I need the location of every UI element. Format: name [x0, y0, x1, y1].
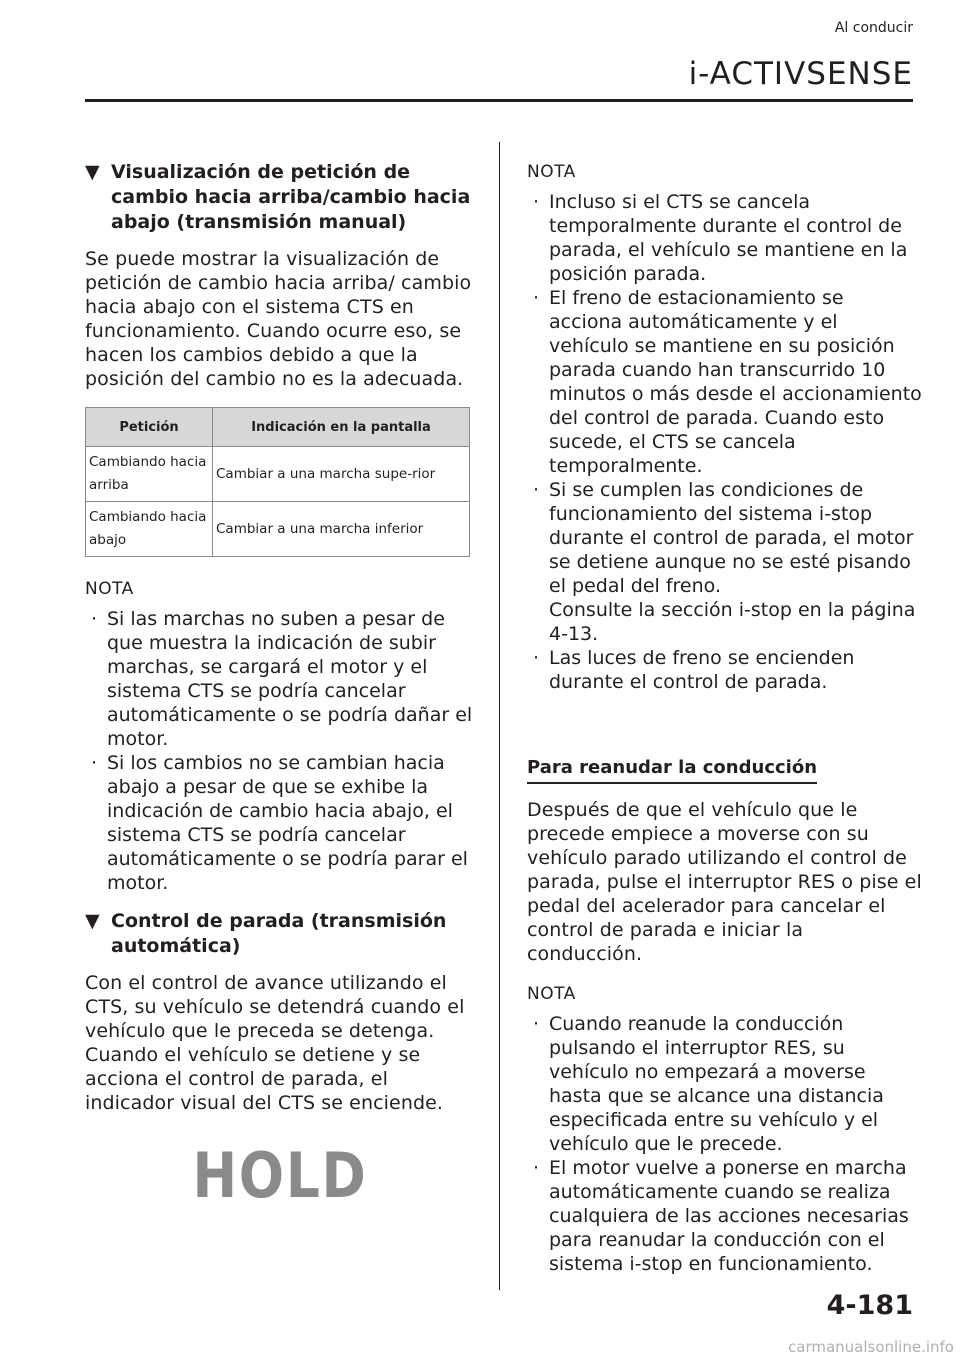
heading-text: Control de parada (transmisión automática) — [111, 910, 447, 957]
right-column — [527, 160, 922, 1290]
page-reference: Consulte la sección i-stop en la página 4-13. — [549, 599, 916, 645]
bullet-icon: · — [533, 191, 540, 213]
list-item — [527, 286, 922, 478]
list-item — [85, 751, 475, 895]
table-cell: Cambiar a una marcha supe-rior — [213, 447, 470, 502]
list-item — [527, 478, 922, 646]
header-rule — [85, 99, 913, 102]
bullet-icon: · — [91, 752, 98, 774]
list-item — [527, 190, 922, 286]
bullet-icon: · — [533, 287, 540, 309]
table-cell: Cambiando hacia abajo — [86, 502, 213, 557]
hold-indicator: HOLD — [192, 1139, 368, 1212]
list-item-text: Incluso si el CTS se cancela temporalmente durante el control de parada, el vehículo se mantiene en la posición parada. — [549, 191, 908, 285]
triangle-marker-icon: ▼ — [85, 910, 100, 932]
list-item-text: Las luces de freno se encienden durante el control de parada. — [549, 647, 855, 693]
nota-list — [527, 1012, 922, 1276]
list-item-text: Si los cambios no se cambian hacia abajo a pesar de que se exhibe la indicación de cambio hacia abajo, el sistema CTS se podría cancelar automáticamente o se podría parar el motor. — [107, 752, 468, 894]
table-header: Petición — [86, 408, 213, 447]
table-header: Indicación en la pantalla — [213, 408, 470, 447]
bullet-icon: · — [533, 479, 540, 501]
list-item-text: Si las marchas no suben a pesar de que muestra la indicación de subir marchas, se cargará el motor y el sistema CTS se podría cancelar automáticamente o se podría dañar el motor. — [107, 608, 473, 750]
bullet-icon: · — [91, 608, 98, 630]
table-cell: Cambiando hacia arriba — [86, 447, 213, 502]
paragraph-upshift: Se puede mostrar la visualización de petición de cambio hacia arriba/ cambio hacia abajo con el sistema CTS en funcionamiento. Cuando ocurre eso, se hacen los cambios debido a que la posición del cambio no es la adecuada. — [85, 248, 472, 390]
nota-label: NOTA — [85, 579, 134, 599]
heading-upshift-display — [85, 160, 475, 235]
page-number: 4-181 — [826, 1290, 913, 1321]
list-item-text: El motor vuelve a ponerse en marcha automáticamente cuando se realiza cualquiera de las acciones necesarias para reanudar la conducción con el sistema i-stop en funcionamiento. — [549, 1157, 909, 1275]
list-item-text: Si se cumplen las condiciones de funcionamiento del sistema i-stop durante el control de parada, el motor se detiene aunque no se esté pisando el pedal del freno. — [549, 479, 914, 597]
left-column — [85, 160, 475, 1212]
heading-text: Visualización de petición de cambio hacia arriba/cambio hacia abajo (transmisión manual) — [111, 161, 471, 233]
chapter-title: i-ACTIVSENSE — [688, 56, 913, 92]
heading-stop-control — [85, 909, 475, 959]
triangle-marker-icon: ▼ — [85, 161, 100, 183]
list-item-text: El freno de estacionamiento se acciona automáticamente y el vehículo se mantiene en su posición parada cuando han transcurrido 10 minutos o más desde el accionamiento del control de parada. Cuando esto sucede, el CTS se cancela temporalmente. — [549, 287, 922, 477]
list-item — [527, 646, 922, 694]
nota-list — [85, 607, 475, 895]
nota-label: NOTA — [527, 162, 576, 182]
bullet-icon: · — [533, 647, 540, 669]
subheading-resume: Para reanudar la conducción — [527, 756, 817, 784]
watermark: carmanualsonline.info — [788, 1338, 954, 1356]
table-cell: Cambiar a una marcha inferior — [213, 502, 470, 557]
column-divider — [499, 142, 500, 1290]
nota-list — [527, 190, 922, 694]
shift-request-table — [85, 407, 470, 557]
list-item — [527, 1012, 922, 1156]
bullet-icon: · — [533, 1157, 540, 1179]
paragraph-resume: Después de que el vehículo que le precede empiece a moverse con su vehículo parado utilizando el control de parada, pulse el interruptor RES o pise el pedal del acelerador para cancelar el control de parada e iniciar la conducción. — [527, 799, 922, 965]
table-row — [86, 502, 470, 557]
list-item — [527, 1156, 922, 1276]
paragraph-stop-control: Con el control de avance utilizando el CTS, su vehículo se detendrá cuando el vehículo que le preceda se detenga. Cuando el vehículo se detiene y se acciona el control de parada, el indicador visual del CTS se enciende. — [85, 972, 465, 1114]
list-item-text: Cuando reanude la conducción pulsando el interruptor RES, su vehículo no empezará a moverse hasta que se alcance una distancia especificada entre su vehículo y el vehículo que le precede. — [549, 1013, 884, 1155]
section-label: Al conducir — [834, 20, 913, 36]
list-item — [85, 607, 475, 751]
bullet-icon: · — [533, 1013, 540, 1035]
table-row — [86, 447, 470, 502]
nota-label: NOTA — [527, 984, 576, 1004]
